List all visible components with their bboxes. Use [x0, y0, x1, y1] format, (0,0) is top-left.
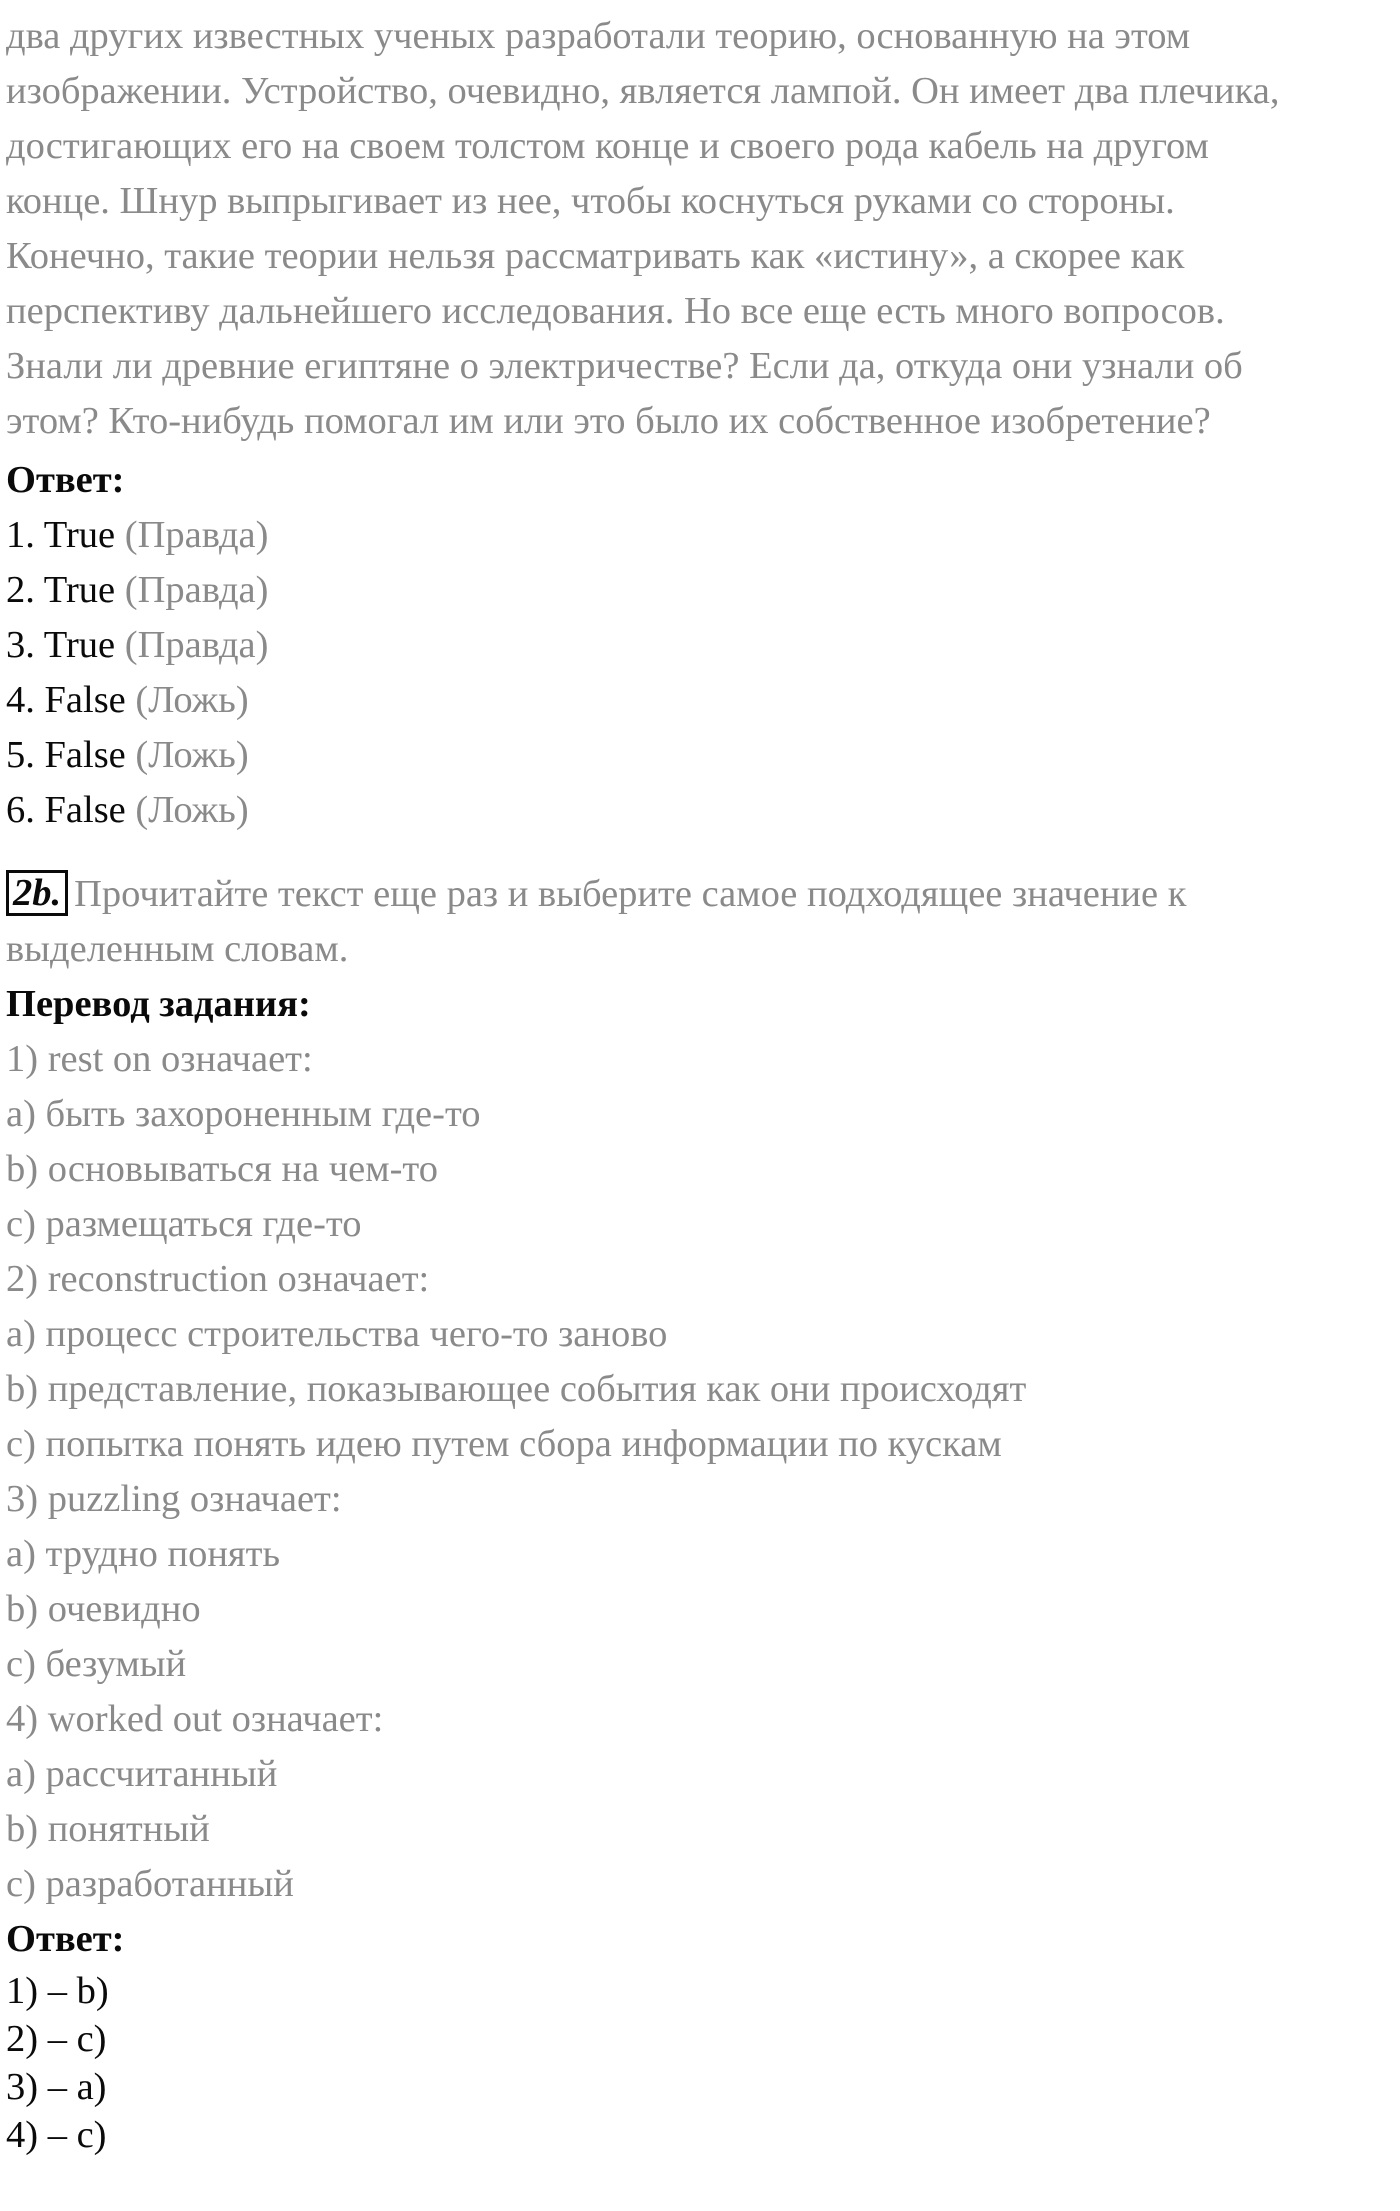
answer-list	[6, 508, 1394, 838]
option-line: b) основываться на чем-то	[6, 1148, 438, 1190]
task-instruction-continued: выделенным словам.	[6, 928, 349, 970]
question-line: 2) reconstruction означает:	[6, 1258, 430, 1300]
question-line: 4) worked out означает:	[6, 1698, 384, 1740]
answer-heading: Ответ:	[6, 459, 125, 501]
answer-heading: Ответ:	[6, 1918, 125, 1960]
document-page	[0, 9, 1400, 2159]
answer-item	[6, 563, 1394, 618]
option-line: c) размещаться где-то	[6, 1203, 362, 1245]
translation-list	[6, 1032, 1394, 1912]
translation-heading: Перевод задания:	[6, 983, 311, 1025]
answer-label: 6. False	[6, 789, 126, 831]
option-line: b) представление, показывающее события как они происходят	[6, 1368, 1027, 1410]
answer-translation: (Ложь)	[135, 734, 249, 776]
answer-translation: (Ложь)	[135, 789, 249, 831]
text-line: Конечно, такие теории нельзя рассматривать как «истину», а скорее как	[6, 235, 1185, 277]
answer-item: 4) – c)	[6, 2114, 107, 2156]
answer-item	[6, 508, 1394, 563]
text-line: Знали ли древние египтяне о электричестве? Если да, откуда они узнали об	[6, 345, 1243, 387]
answer-item	[6, 673, 1394, 728]
task-number-badge: 2b.	[6, 870, 68, 916]
answer-item: 3) – a)	[6, 2066, 107, 2108]
option-line: a) рассчитанный	[6, 1753, 278, 1795]
question-line: 3) puzzling означает:	[6, 1478, 342, 1520]
answer-translation: (Правда)	[124, 569, 269, 611]
question-line: 1) rest on означает:	[6, 1038, 313, 1080]
answer-label: 3. True	[6, 624, 116, 666]
option-line: b) понятный	[6, 1808, 210, 1850]
option-line: a) быть захороненным где-то	[6, 1093, 481, 1135]
answer-label: 1. True	[6, 514, 116, 556]
option-line: c) разработанный	[6, 1863, 294, 1905]
option-line: b) очевидно	[6, 1588, 201, 1630]
answer-item	[6, 783, 1394, 838]
answer-label: 5. False	[6, 734, 126, 776]
answer-label: 4. False	[6, 679, 126, 721]
text-line: перспективу дальнейшего исследования. Но все еще есть много вопросов.	[6, 290, 1225, 332]
answer-translation: (Правда)	[124, 624, 269, 666]
option-line: c) безумый	[6, 1643, 187, 1685]
task-instruction	[6, 867, 1394, 922]
text-line: изображении. Устройство, очевидно, является лампой. Он имеет два плечика,	[6, 70, 1280, 112]
intro-paragraph	[6, 9, 1394, 449]
answer-item	[6, 728, 1394, 783]
answer-item	[6, 618, 1394, 673]
answer-item: 1) – b)	[6, 1970, 109, 2012]
option-line: c) попытка понять идею путем сбора информации по кускам	[6, 1423, 1002, 1465]
answer-translation: (Ложь)	[135, 679, 249, 721]
option-line: a) трудно понять	[6, 1533, 281, 1575]
task-2b	[6, 867, 1394, 2159]
text-line: этом? Кто-нибудь помогал им или это было их собственное изобретение?	[6, 400, 1211, 442]
text-line: достигающих его на своем толстом конце и своего рода кабель на другом	[6, 125, 1209, 167]
task-instruction-text: Прочитайте текст еще раз и выберите самое подходящее значение к	[74, 873, 1187, 915]
answer-label: 2. True	[6, 569, 116, 611]
text-line: два других известных ученых разработали теорию, основанную на этом	[6, 15, 1191, 57]
answer-list	[6, 1967, 1394, 2159]
answer-translation: (Правда)	[124, 514, 269, 556]
text-line: конце. Шнур выпрыгивает из нее, чтобы коснуться руками со стороны.	[6, 180, 1175, 222]
answer-item: 2) – c)	[6, 2018, 107, 2060]
option-line: a) процесс строительства чего-то заново	[6, 1313, 668, 1355]
